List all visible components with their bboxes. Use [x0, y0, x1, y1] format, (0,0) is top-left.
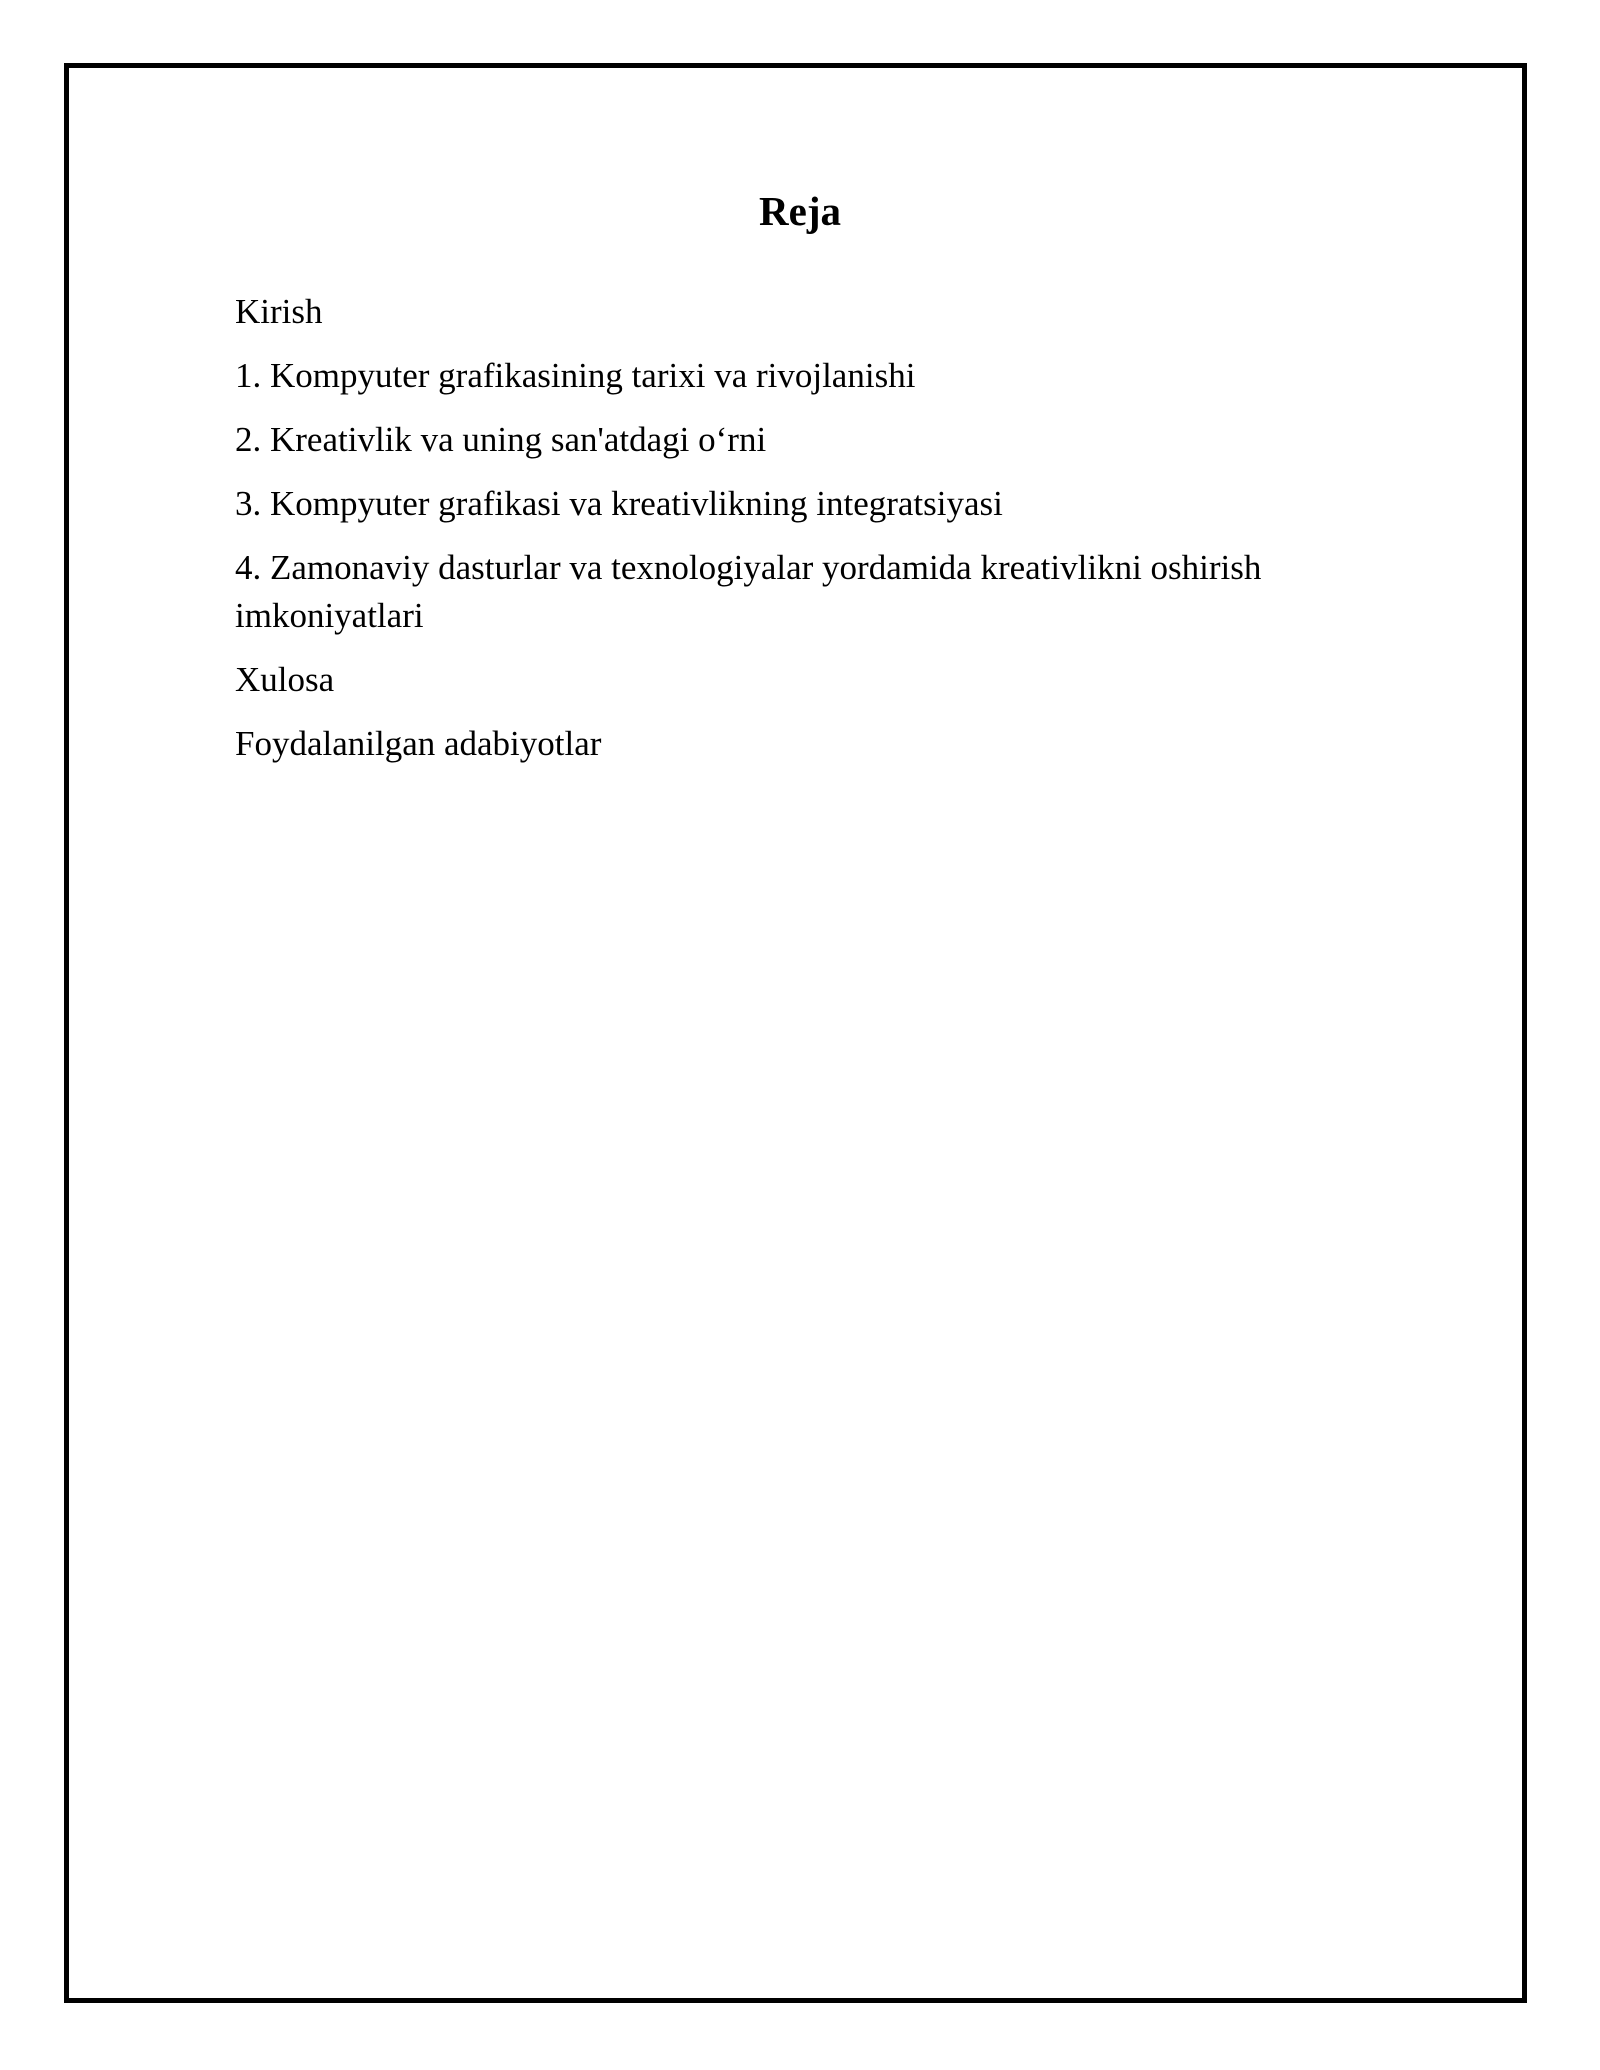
toc-item-chapter-2: 2. Kreativlik va uning san'atdagi o‘rni [235, 420, 767, 459]
toc-item-chapter-3: 3. Kompyuter grafikasi va kreativlikning integratsiyasi [235, 484, 1003, 523]
page-title: Reja [759, 188, 841, 234]
toc-item-conclusion: Xulosa [235, 660, 335, 699]
toc-item-chapter-1: 1. Kompyuter grafikasining tarixi va rivojlanishi [235, 356, 916, 395]
toc-item-introduction: Kirish [235, 292, 323, 331]
toc-item-references: Foydalanilgan adabiyotlar [235, 724, 602, 763]
toc-item-chapter-4: 4. Zamonaviy dasturlar va texnologiyalar yordamida kreativlikni oshirish imkoniyatlari [235, 548, 1262, 635]
table-of-contents [235, 288, 1365, 784]
